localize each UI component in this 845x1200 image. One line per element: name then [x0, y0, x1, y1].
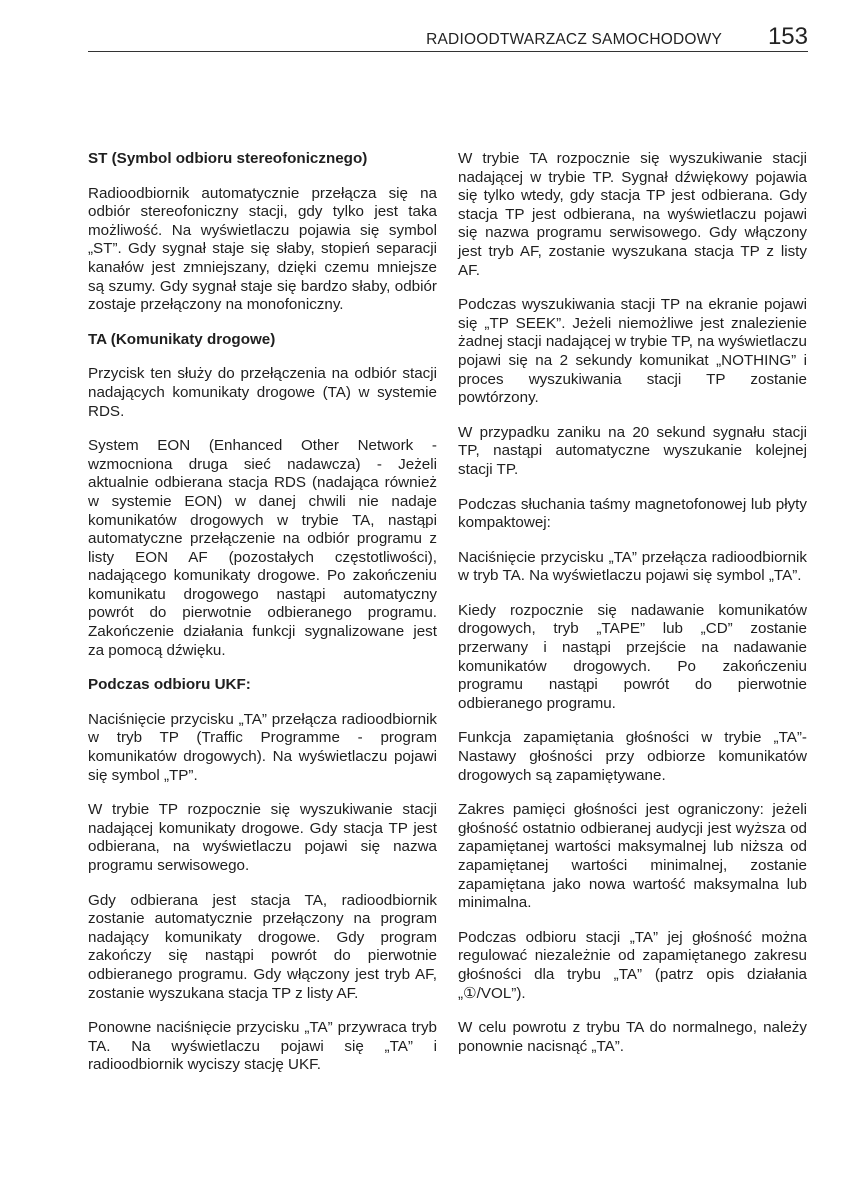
- body-paragraph: Funkcja zapamiętania głośności w trybie „TA”- Nastawy głośności przy odbiorze komunikatów drogowych są zapamiętywane.: [458, 729, 807, 784]
- header-rule: [88, 51, 808, 52]
- running-header-title: RADIOODTWARZACZ SAMOCHODOWY: [426, 31, 722, 48]
- body-paragraph: Przycisk ten służy do przełączenia na odbiór stacji nadających komunikaty drogowe (TA) w systemie RDS.: [88, 365, 437, 420]
- section-heading: ST (Symbol odbioru stereofonicznego): [88, 150, 368, 167]
- body-paragraph: Podczas wyszukiwania stacji TP na ekranie pojawi się „TP SEEK”. Jeżeli niemożliwe jest znalezienie żadnej stacji nadającej w trybie TP, na wyświetlaczu pojawi się na 2 sekundy komunikat „NOTHING” i proces wyszukiwania stacji TP zostanie powtórzony.: [458, 296, 807, 407]
- body-paragraph: Naciśnięcie przycisku „TA” przełącza radioodbiornik w tryb TP (Traffic Programme - program komunikatów drogowych). Na wyświetlaczu pojawi się symbol „TP”.: [88, 710, 437, 784]
- body-paragraph: System EON (Enhanced Other Network - wzmocniona druga sieć nadawcza) - Jeżeli aktualnie odbierana stacja RDS (nadająca również w systemie EON) w danej chwili nie nadaje komunikatów drogowych w trybie TA, nastąpi automatyczne przełączenie na odbiór programu z listy EON AF (pozostałych częstotliwości), nadającego komunikaty drogowe. Po zakończeniu komunikatu drogowego nastąpi automatyczny powrót do pierwotnie odbieranego programu. Zakończenie działania funkcji sygnalizowane jest za pomocą dźwięku.: [88, 437, 437, 659]
- body-paragraph: Podczas słuchania taśmy magnetofonowej lub płyty kompaktowej:: [458, 495, 807, 532]
- left-column: [88, 150, 437, 1091]
- right-column: [458, 150, 807, 1072]
- page-header: [88, 24, 808, 50]
- body-paragraph: Gdy odbierana jest stacja TA, radioodbiornik zostanie automatycznie przełączony na program nadający komunikaty drogowe. Gdy program zakończy się nastąpi powrót do pierwotnie odbieranego programu. Gdy włączony jest tryb AF, zostanie wyszukana stacja TP z listy AF.: [88, 891, 437, 1002]
- body-paragraph: Ponowne naciśnięcie przycisku „TA” przywraca tryb TA. Na wyświetlaczu pojawi się „TA” i radioodbiornik wyciszy stację UKF.: [88, 1019, 437, 1074]
- section-heading: TA (Komunikaty drogowe): [88, 330, 276, 348]
- body-paragraph: Zakres pamięci głośności jest ograniczony: jeżeli głośność ostatnio odbieranej audycji jest wyższa od zapamiętanej wartości maksymalnej lub niższa od zapamiętanej wartości minimalnej, zostanie zapamiętana jako nowa wartość maksymalna lub minimalna.: [458, 801, 807, 912]
- page-number: 153: [767, 23, 808, 50]
- body-paragraph: Kiedy rozpocznie się nadawanie komunikatów drogowych, tryb „TAPE” lub „CD” zostanie przerwany i nastąpi przejście na nadawanie komunikatów drogowych. Po zakończeniu programu nastąpi powrót do pierwotnie odbieranego programu.: [458, 601, 807, 712]
- body-paragraph: Radioodbiornik automatycznie przełącza się na odbiór stereofoniczny stacji, gdy tylko jest taka możliwość. Na wyświetlaczu pojawia się symbol „ST”. Gdy sygnał staje się słaby, stopień separacji kanałów jest zmniejszany, dzięki czemu mniejsze są szumy. Gdy sygnał staje się bardzo słaby, odbiór zostaje przełączony na monofoniczny.: [88, 184, 437, 314]
- body-paragraph: W trybie TP rozpocznie się wyszukiwanie stacji nadającej komunikaty drogowe. Gdy stacja TP jest odbierana, na wyświetlaczu pojawi się nazwa programu serwisowego.: [88, 801, 437, 874]
- body-paragraph: W celu powrotu z trybu TA do normalnego, należy ponownie nacisnąć „TA”.: [458, 1019, 807, 1055]
- body-paragraph: W trybie TA rozpocznie się wyszukiwanie stacji nadającej w trybie TP. Sygnał dźwiękowy pojawia się tylko wtedy, gdy stacja TP jest odbierana. Gdy stacja TP jest odbierana, na wyświetlaczu pojawi się nazwa programu serwisowego. Gdy włączony jest tryb AF, zostanie wyszukana stacja TP z listy AF.: [458, 150, 807, 279]
- body-paragraph: W przypadku zaniku na 20 sekund sygnału stacji TP, nastąpi automatyczne wyszukanie kolejnej stacji TP.: [458, 423, 807, 478]
- body-paragraph: Naciśnięcie przycisku „TA” przełącza radioodbiornik w tryb TA. Na wyświetlaczu pojawi się symbol „TA”.: [458, 548, 807, 585]
- body-paragraph: Podczas odbioru stacji „TA” jej głośność można regulować niezależnie od zapamiętanego zakresu głośności dla trybu „TA” (patrz opis działania „①/VOL”).: [458, 928, 807, 1002]
- section-heading: Podczas odbioru UKF:: [88, 676, 251, 694]
